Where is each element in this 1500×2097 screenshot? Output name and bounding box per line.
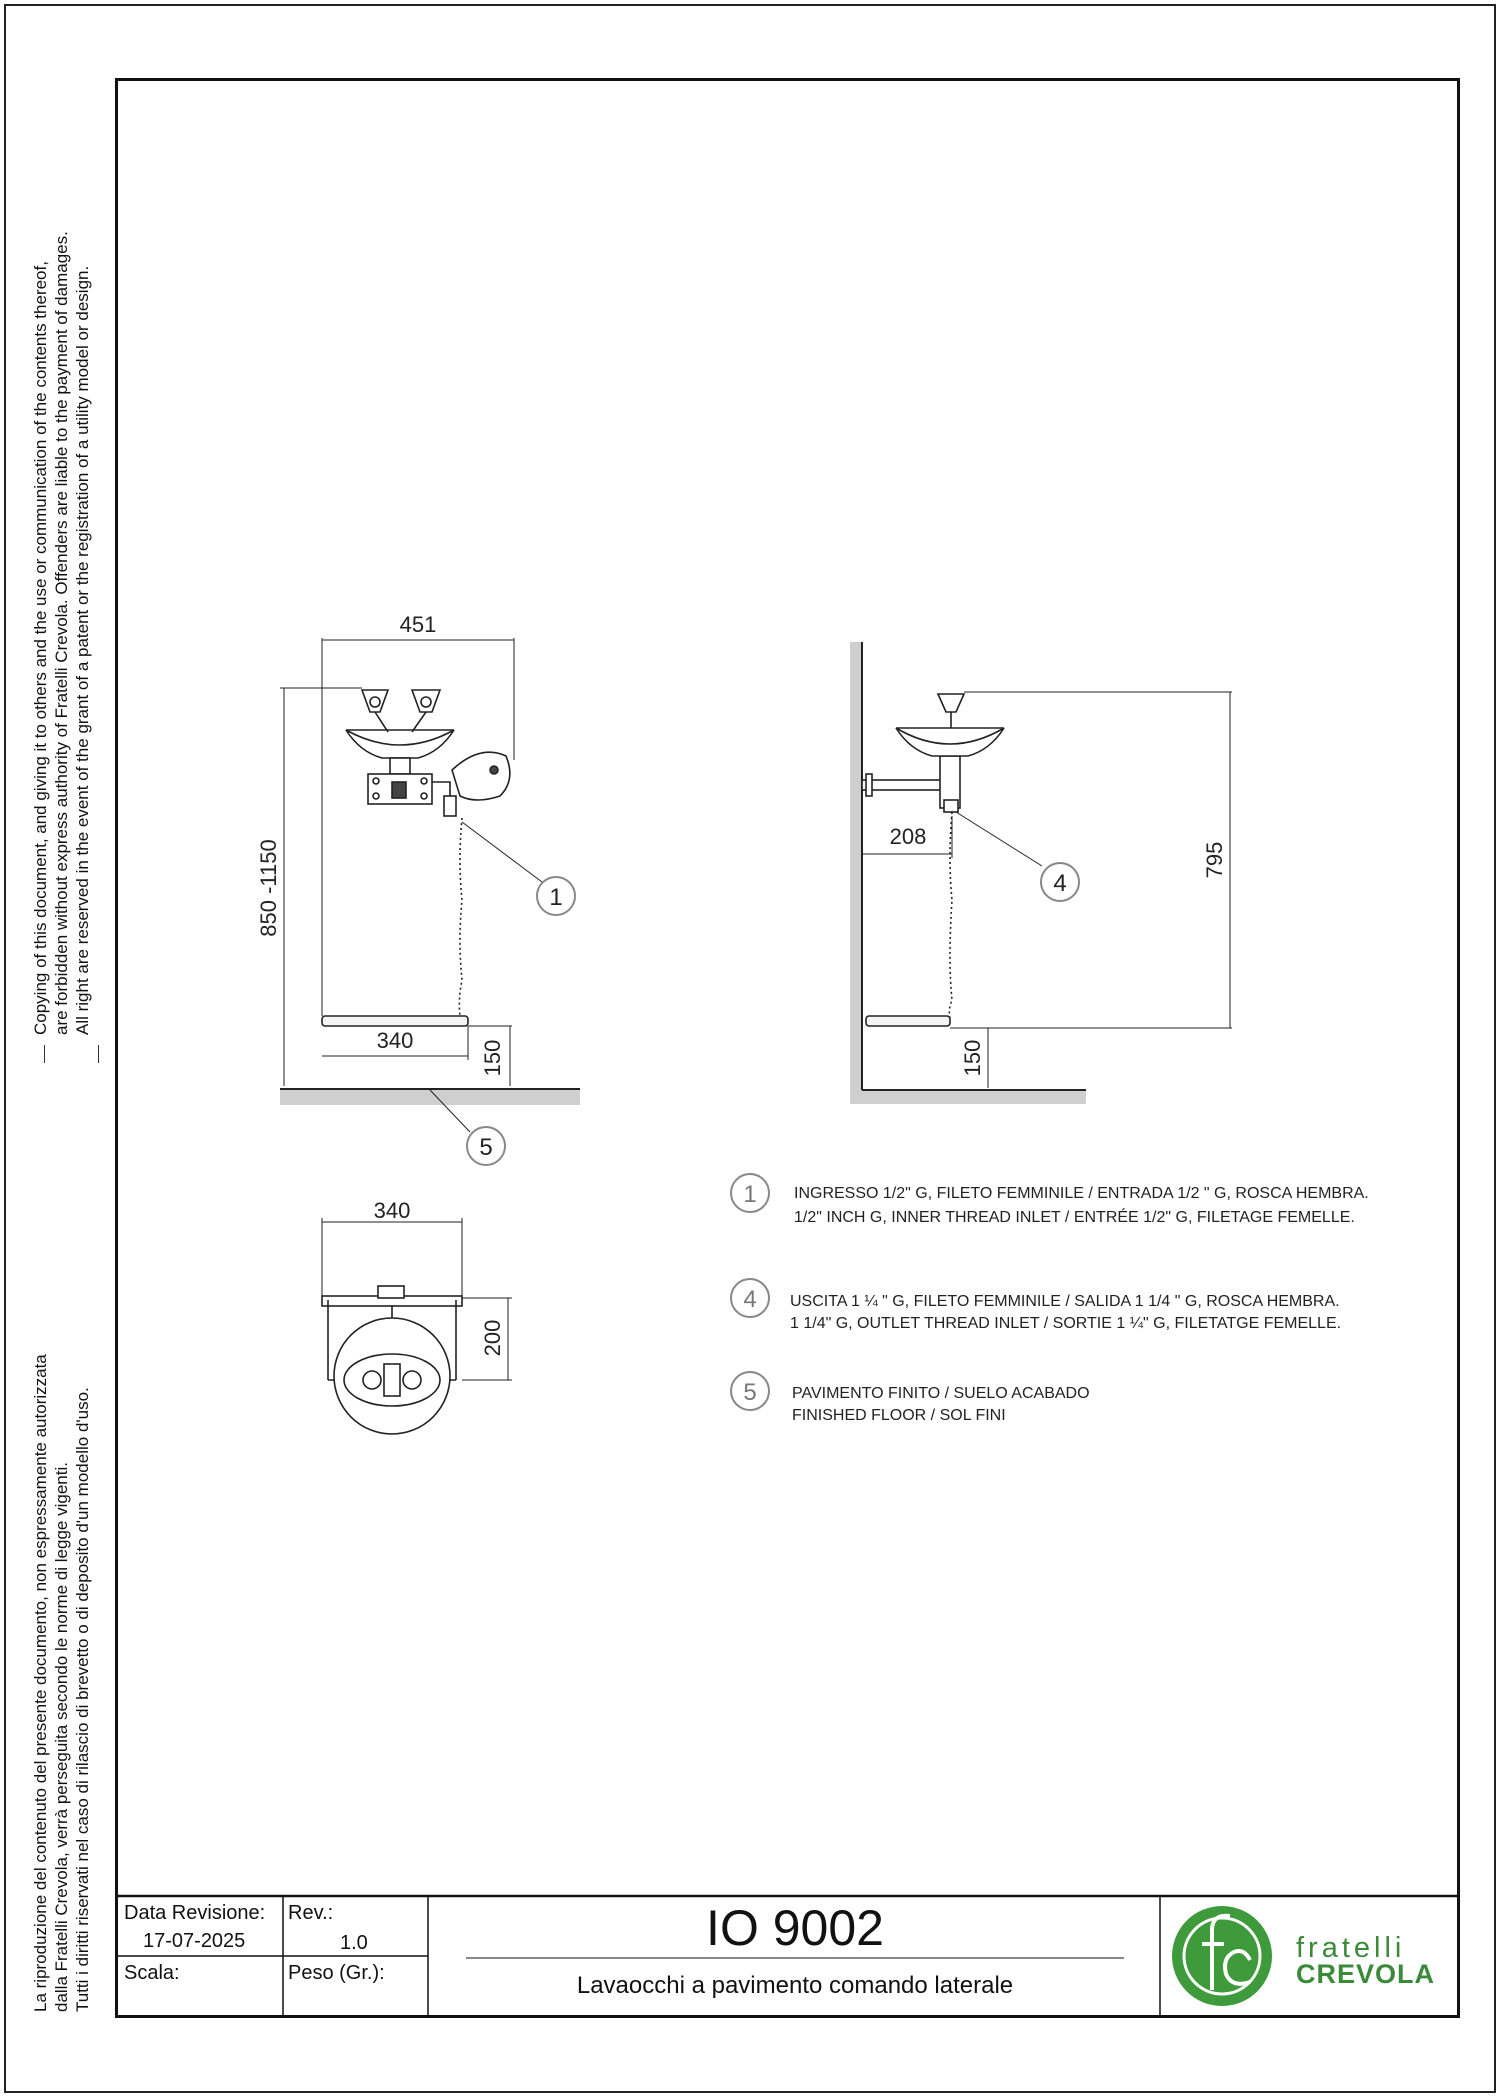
side-view xyxy=(850,642,1232,1104)
dim-text-front-height: 850 -1150 xyxy=(256,839,281,937)
note-line: USCITA 1 ¼ " G, FILETO FEMMINILE / SALIDA 1 1/4 " G, ROSCA HEMBRA. xyxy=(790,1293,1340,1310)
leader-1 xyxy=(462,822,542,882)
side-bowl xyxy=(896,728,1004,756)
legal-line: All right are reserved in the event of the grant of a patent or the registration of a utility model or design. xyxy=(73,265,92,1035)
revision-date-value: 17-07-2025 xyxy=(143,1930,246,1952)
dim-text-200: 200 xyxy=(480,1319,505,1357)
note-line: FINISHED FLOOR / SOL FINI xyxy=(792,1407,1006,1424)
note-line: 1/2" INCH G, INNER THREAD INLET / ENTRÉE 1/2" G, FILETAGE FEMELLE. xyxy=(794,1209,1355,1226)
note-line: PAVIMENTO FINITO / SUELO ACABADO xyxy=(792,1385,1090,1402)
drawing-description: Lavaocchi a pavimento comando laterale xyxy=(576,1972,1014,1999)
note-number: 4 xyxy=(743,1286,757,1313)
dim-text-top-340: 340 xyxy=(373,1198,411,1223)
legal-line: dalla Fratelli Crevola, verrà perseguita secondo le norme di legge vigenti. xyxy=(52,1462,71,2012)
dim-text-795: 795 xyxy=(1202,841,1227,879)
bowl xyxy=(346,730,454,758)
revision-date-label: Data Revisione: xyxy=(124,1902,266,1924)
spray-head-right xyxy=(412,690,440,712)
inlet-fitting xyxy=(444,796,456,816)
dim-text-side-150: 150 xyxy=(960,1039,985,1077)
legal-line: Tutti i diritti riservati nel caso di rilascio di brevetto o di deposito d'un modello d'uso. xyxy=(73,1387,92,2012)
bowl-stem xyxy=(390,758,410,774)
logo-circle xyxy=(1172,1906,1272,2006)
wall-hatch xyxy=(850,642,862,1090)
callout-number-4: 4 xyxy=(1053,870,1067,897)
note-line: 1 1/4" G, OUTLET THREAD INLET / SORTIE 1 ¼" G, FILETATGE FEMELLE. xyxy=(790,1315,1342,1332)
rev-label: Rev.: xyxy=(288,1902,334,1924)
top-wall-bracket xyxy=(378,1286,404,1298)
note-number: 5 xyxy=(743,1379,757,1406)
side-arm xyxy=(862,780,942,790)
note-line: INGRESSO 1/2" G, FILETO FEMMINILE / ENTRADA 1/2 " G, ROSCA HEMBRA. xyxy=(794,1185,1369,1202)
handle-dot xyxy=(490,766,498,774)
push-handle xyxy=(452,752,510,800)
scale-label: Scala: xyxy=(124,1962,180,1984)
drawing-code: IO 9002 xyxy=(706,1900,884,1956)
spray-head-left xyxy=(362,690,388,712)
logo-text-top: fratelli xyxy=(1296,1932,1406,1964)
rev-value: 1.0 xyxy=(340,1932,368,1954)
front-view xyxy=(280,638,580,1165)
wall-flange xyxy=(866,774,872,796)
note-number: 1 xyxy=(743,1181,757,1208)
legal-line: are forbidden without express authority of Fratelli Crevola. Offenders are liable to the payment of damages. xyxy=(52,231,71,1035)
floor-hatch xyxy=(850,1090,1086,1104)
bracket-nut xyxy=(392,782,406,798)
head-stem xyxy=(375,712,388,732)
side-spray-head xyxy=(938,694,964,712)
dim-text-front-base: 340 xyxy=(376,1028,414,1053)
side-base-plate xyxy=(866,1016,950,1026)
company-logo xyxy=(1172,1906,1435,2006)
legal-line: Copying of this document, and giving it to others and the use or communication of the contents thereof, xyxy=(31,261,50,1035)
floor-hatch xyxy=(280,1089,580,1105)
top-valve xyxy=(384,1364,400,1396)
dim-text-451: 451 xyxy=(399,612,437,637)
legal-line: La riproduzione del contenuto del presente documento, non espressamente autorizzata xyxy=(31,1354,50,2012)
weight-label: Peso (Gr.): xyxy=(288,1962,385,1984)
logo-text-bottom: CREVOLA xyxy=(1296,1959,1436,1989)
base-plate xyxy=(322,1016,468,1026)
leader-4 xyxy=(956,812,1042,866)
dim-text-front-150: 150 xyxy=(480,1039,505,1077)
head-stem xyxy=(412,712,426,732)
dim-text-208: 208 xyxy=(889,824,927,849)
chain xyxy=(459,818,462,1016)
callout-number-1: 1 xyxy=(549,884,563,911)
outlet-fitting xyxy=(944,800,958,812)
callout-number-5: 5 xyxy=(479,1134,493,1161)
